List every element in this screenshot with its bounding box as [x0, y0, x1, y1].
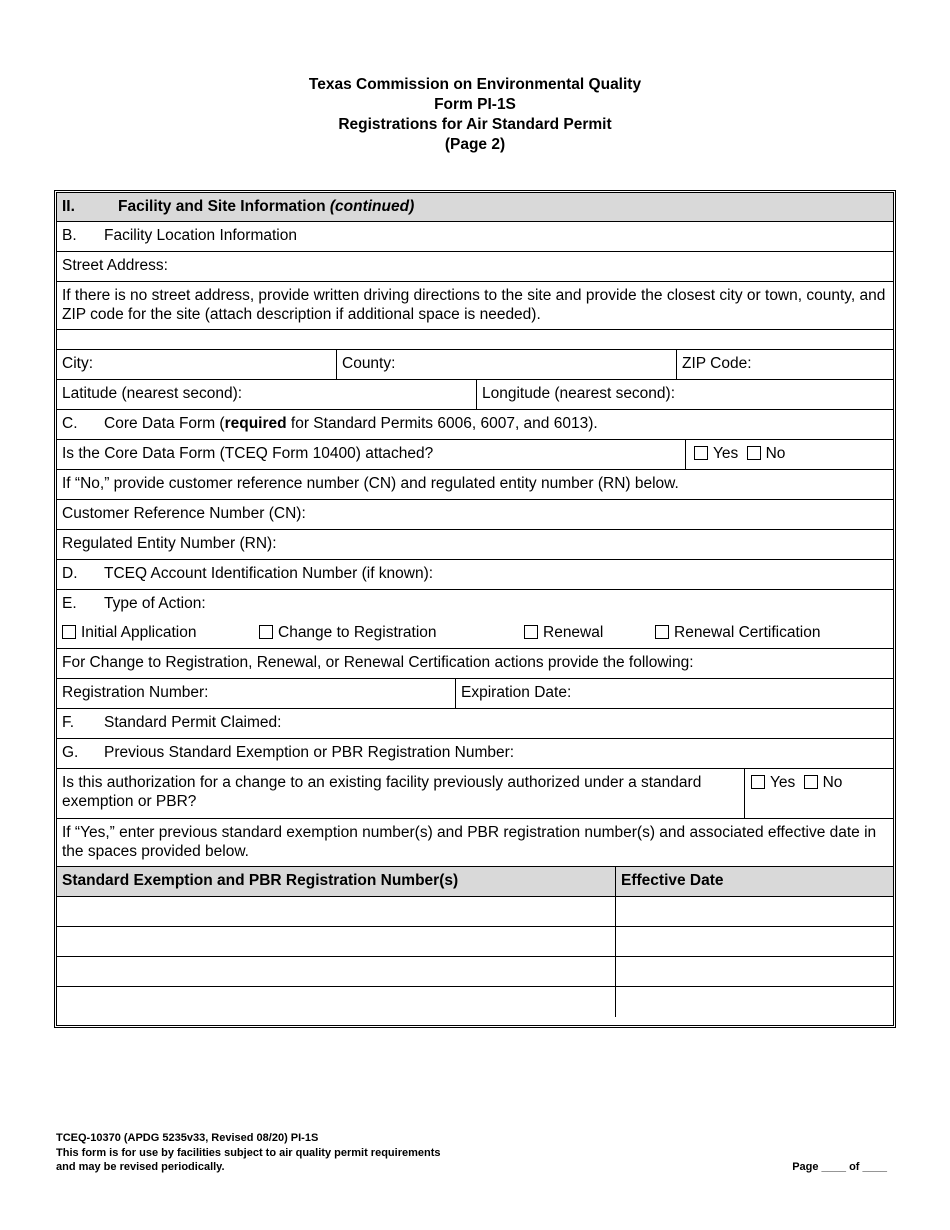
- part-f-row[interactable]: [57, 709, 893, 739]
- city-county-zip-row: [57, 350, 893, 380]
- previous-exemption-field[interactable]: Previous Standard Exemption or PBR Registration Number:: [104, 744, 515, 761]
- if-no-note-row: [57, 470, 893, 500]
- part-d-letter: D.: [62, 565, 78, 582]
- lat-long-row: [57, 380, 893, 410]
- cn-field[interactable]: Customer Reference Number (CN):: [62, 505, 306, 522]
- directions-note: If there is no street address, provide written driving directions to the site and provide the closest city or town, county, and ZIP code for the site (attach description if additional space is needed).: [62, 287, 886, 323]
- part-c-text-post: for Standard Permits 6006, 6007, and 6013).: [286, 415, 598, 432]
- exemption-number-cell[interactable]: [57, 927, 615, 956]
- effective-date-cell[interactable]: [615, 927, 893, 956]
- effective-date-cell[interactable]: [615, 957, 893, 986]
- footer-usage-note: This form is for use by facilities subject to air quality permit requirements: [56, 1146, 441, 1159]
- longitude-field[interactable]: Longitude (nearest second):: [476, 380, 893, 409]
- expiration-date-field[interactable]: Expiration Date:: [455, 679, 893, 708]
- account-id-field[interactable]: TCEQ Account Identification Number (if known):: [104, 565, 434, 582]
- rn-row[interactable]: [57, 530, 893, 560]
- if-no-note: If “No,” provide customer reference number (CN) and regulated entity number (RN) below.: [62, 475, 679, 492]
- change-no-option[interactable]: [804, 773, 843, 792]
- renewal-label: Renewal: [543, 624, 604, 641]
- part-c-text-pre: Core Data Form (: [104, 415, 225, 432]
- directions-note-row: [57, 282, 893, 330]
- change-question-row: [57, 769, 893, 819]
- footer-revision-note: and may be revised periodically.: [56, 1161, 225, 1173]
- street-address-row[interactable]: [57, 252, 893, 282]
- form-id: Form PI-1S: [434, 96, 516, 113]
- section-title-suffix: (continued): [329, 198, 415, 215]
- page-number: Page ____ of ____: [792, 1161, 887, 1173]
- cn-row[interactable]: [57, 500, 893, 530]
- page-indicator: (Page 2): [444, 136, 506, 153]
- part-c-required: required: [224, 415, 287, 432]
- exemption-table-header: [57, 867, 893, 897]
- change-yes-checkbox[interactable]: [751, 775, 765, 789]
- part-g-letter: G.: [62, 744, 79, 761]
- if-yes-note-row: [57, 819, 893, 867]
- part-f-letter: F.: [62, 714, 75, 731]
- standard-permit-field[interactable]: Standard Permit Claimed:: [104, 714, 282, 731]
- exemption-number-column-header: Standard Exemption and PBR Registration Number(s): [62, 872, 459, 889]
- street-address-label: Street Address:: [62, 257, 168, 274]
- yes-label: Yes: [713, 445, 739, 462]
- change-registration-label: Change to Registration: [278, 624, 437, 641]
- part-c-letter: C.: [62, 415, 78, 432]
- part-e-row: [57, 590, 893, 619]
- initial-application-label: Initial Application: [81, 624, 197, 641]
- change-note-row: [57, 649, 893, 679]
- table-row: [57, 957, 893, 987]
- footer-form-code: TCEQ-10370 (APDG 5235v33, Revised 08/20) PI-1S: [56, 1132, 319, 1144]
- renewal-option[interactable]: [524, 623, 603, 642]
- renewal-checkbox[interactable]: [524, 625, 538, 639]
- change-registration-checkbox[interactable]: [259, 625, 273, 639]
- part-e-text: Type of Action:: [104, 595, 206, 612]
- renewal-certification-label: Renewal Certification: [674, 624, 821, 641]
- effective-date-cell[interactable]: [615, 897, 893, 926]
- section-title: Facility and Site Information: [118, 198, 326, 215]
- change-yes-label: Yes: [770, 774, 796, 791]
- exemption-number-cell[interactable]: [57, 987, 615, 1017]
- county-field[interactable]: County:: [336, 350, 676, 379]
- exemption-number-cell[interactable]: [57, 957, 615, 986]
- core-data-no-option[interactable]: [747, 444, 786, 463]
- latitude-field[interactable]: Latitude (nearest second):: [62, 385, 243, 402]
- renewal-certification-checkbox[interactable]: [655, 625, 669, 639]
- if-yes-note: If “Yes,” enter previous standard exemption number(s) and PBR registration number(s) and associated effective date in the spaces provided below.: [62, 824, 877, 860]
- no-checkbox[interactable]: [747, 446, 761, 460]
- initial-application-option[interactable]: [62, 623, 196, 642]
- table-row: [57, 927, 893, 957]
- action-options-row: [57, 619, 893, 649]
- directions-entry-row[interactable]: [57, 330, 893, 350]
- city-field[interactable]: City:: [62, 355, 93, 372]
- part-e-letter: E.: [62, 595, 77, 612]
- core-data-question: Is the Core Data Form (TCEQ Form 10400) attached?: [62, 445, 434, 462]
- initial-application-checkbox[interactable]: [62, 625, 76, 639]
- change-no-label: No: [822, 774, 843, 791]
- change-registration-option[interactable]: [259, 623, 437, 642]
- part-g-row[interactable]: [57, 739, 893, 769]
- effective-date-column-header: Effective Date: [615, 867, 893, 896]
- no-label: No: [765, 445, 786, 462]
- part-b-row: [57, 222, 893, 252]
- table-row: [57, 897, 893, 927]
- part-b-letter: B.: [62, 227, 77, 244]
- form-table: [54, 190, 896, 1028]
- part-b-title: Facility Location Information: [104, 227, 297, 244]
- section-number: II.: [62, 198, 75, 215]
- effective-date-cell[interactable]: [615, 987, 893, 1017]
- agency-name: Texas Commission on Environmental Quality: [308, 76, 642, 93]
- table-row: [57, 987, 893, 1017]
- part-d-row[interactable]: [57, 560, 893, 590]
- core-data-yes-option[interactable]: [694, 444, 738, 463]
- part-c-row: [57, 410, 893, 440]
- section-header: [57, 193, 893, 222]
- registration-number-field[interactable]: Registration Number:: [62, 684, 209, 701]
- form-footer: [56, 1131, 440, 1175]
- change-note: For Change to Registration, Renewal, or Renewal Certification actions provide the following:: [62, 654, 694, 671]
- yes-checkbox[interactable]: [694, 446, 708, 460]
- exemption-number-cell[interactable]: [57, 897, 615, 926]
- change-no-checkbox[interactable]: [804, 775, 818, 789]
- registration-row: [57, 679, 893, 709]
- renewal-certification-option[interactable]: [655, 623, 820, 642]
- core-data-question-row: [57, 440, 893, 470]
- form-header: [0, 75, 950, 155]
- rn-field[interactable]: Regulated Entity Number (RN):: [62, 535, 277, 552]
- change-yes-option[interactable]: [751, 773, 795, 792]
- form-title: Registrations for Air Standard Permit: [338, 116, 612, 133]
- change-question: Is this authorization for a change to an existing facility previously authorized under a standard exemption or PBR?: [62, 774, 702, 810]
- zip-field[interactable]: ZIP Code:: [676, 350, 893, 379]
